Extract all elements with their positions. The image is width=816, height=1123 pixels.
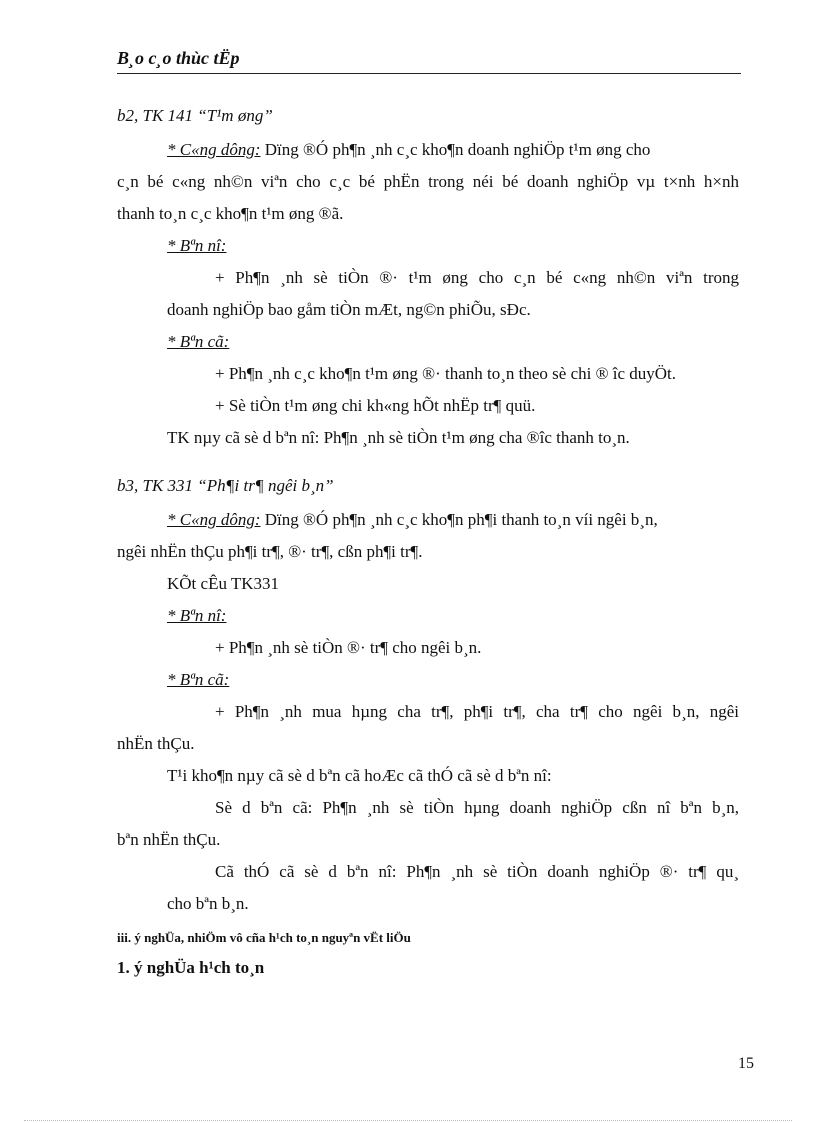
b2-balance-line: TK nµy cã sè d bªn nî: Ph¶n ¸nh sè tiÒn t¹m øng cha ®îc thanh to¸n. <box>167 428 630 447</box>
b2-credit-line-1: + Ph¶n ¸nh c¸c kho¶n t¹m øng ®· thanh to¸n theo sè chi ® îc duyÖt. <box>215 364 677 383</box>
b3-credit-line-2: nhËn thÇu. <box>117 734 195 753</box>
b3-balance-line-3: bªn nhËn thÇu. <box>117 830 221 849</box>
b3-debit-line-1: + Ph¶n ¸nh sè tiÒn ®· tr¶ cho ngêi b¸n. <box>215 638 482 657</box>
b2-usage-text: Dïng ®Ó ph¶n ¸nh c¸c kho¶n doanh nghiÖp t¹m øng cho <box>264 140 651 159</box>
page-number: 15 <box>738 1055 754 1072</box>
b3-structure-line: KÕt cÊu TK331 <box>167 574 280 593</box>
b2-debit-line-2: doanh nghiÖp bao gåm tiÒn mÆt, ng©n phiÕu, sÐc. <box>167 300 531 319</box>
b2-credit-line-2: + Sè tiÒn t¹m øng chi kh«ng hÕt nhËp tr¶ quü. <box>215 396 536 415</box>
page-header-title: B¸o c¸o thùc tËp <box>117 48 240 68</box>
b3-balance-line-2: Sè d bªn cã: Ph¶n ¸nh sè tiÒn hµng doanh nghiÖp cßn nî bªn b¸n, <box>215 798 739 817</box>
header-rule <box>117 73 741 74</box>
b2-usage-line <box>167 140 739 160</box>
b3-usage-line-2: ngêi nhËn thÇu ph¶i tr¶, ®· tr¶, cßn ph¶i tr¶. <box>117 542 423 561</box>
section-b2-title: b2, TK 141 “T¹m øng” <box>117 106 273 125</box>
b2-credit-label: * Bªn cã: <box>167 332 230 351</box>
page-bottom-border <box>24 1120 792 1121</box>
b3-usage-text: Dïng ®Ó ph¶n ¸nh c¸c kho¶n ph¶i thanh to¸n víi ngêi b¸n, <box>264 510 658 529</box>
b3-credit-label: * Bªn cã: <box>167 670 230 689</box>
b3-usage-label: * C«ng dông: <box>167 510 261 529</box>
b3-balance-line-1: T¹i kho¶n nµy cã sè d bªn cã hoÆc cã thÓ cã sè d bªn nî: <box>167 766 552 785</box>
section-b3-title: b3, TK 331 “Ph¶i tr¶ ngêi b¸n” <box>117 476 334 495</box>
b2-debit-line-1: + Ph¶n ¸nh sè tiÒn ®· t¹m øng cho c¸n bé c«ng nh©n viªn trong <box>215 268 739 287</box>
b3-credit-line-1: + Ph¶n ¸nh mua hµng cha tr¶, ph¶i tr¶, cha tr¶ cho ngêi b¸n, ngêi <box>215 702 739 721</box>
b2-usage-line-3: thanh to¸n c¸c kho¶n t¹m øng ®ã. <box>117 204 344 223</box>
heading-iii: iii. ý nghÜa, nhiÖm vô cña h¹ch to¸n nguyªn vËt liÖu <box>117 930 411 945</box>
heading-1: 1. ý nghÜa h¹ch to¸n <box>117 958 265 977</box>
b2-debit-label: * Bªn nî: <box>167 236 227 255</box>
b3-debit-label: * Bªn nî: <box>167 606 227 625</box>
b2-usage-label: * C«ng dông: <box>167 140 261 159</box>
b3-balance-line-5: cho bªn b¸n. <box>167 894 249 913</box>
b3-usage-line <box>167 510 739 530</box>
b2-usage-line-2: c¸n bé c«ng nh©n viªn cho c¸c bé phËn trong néi bé doanh nghiÖp vµ t×nh h×nh <box>117 172 739 191</box>
b3-balance-line-4: Cã thÓ cã sè d bªn nî: Ph¶n ¸nh sè tiÒn doanh nghiÖp ®· tr¶ qu¸ <box>215 862 739 881</box>
